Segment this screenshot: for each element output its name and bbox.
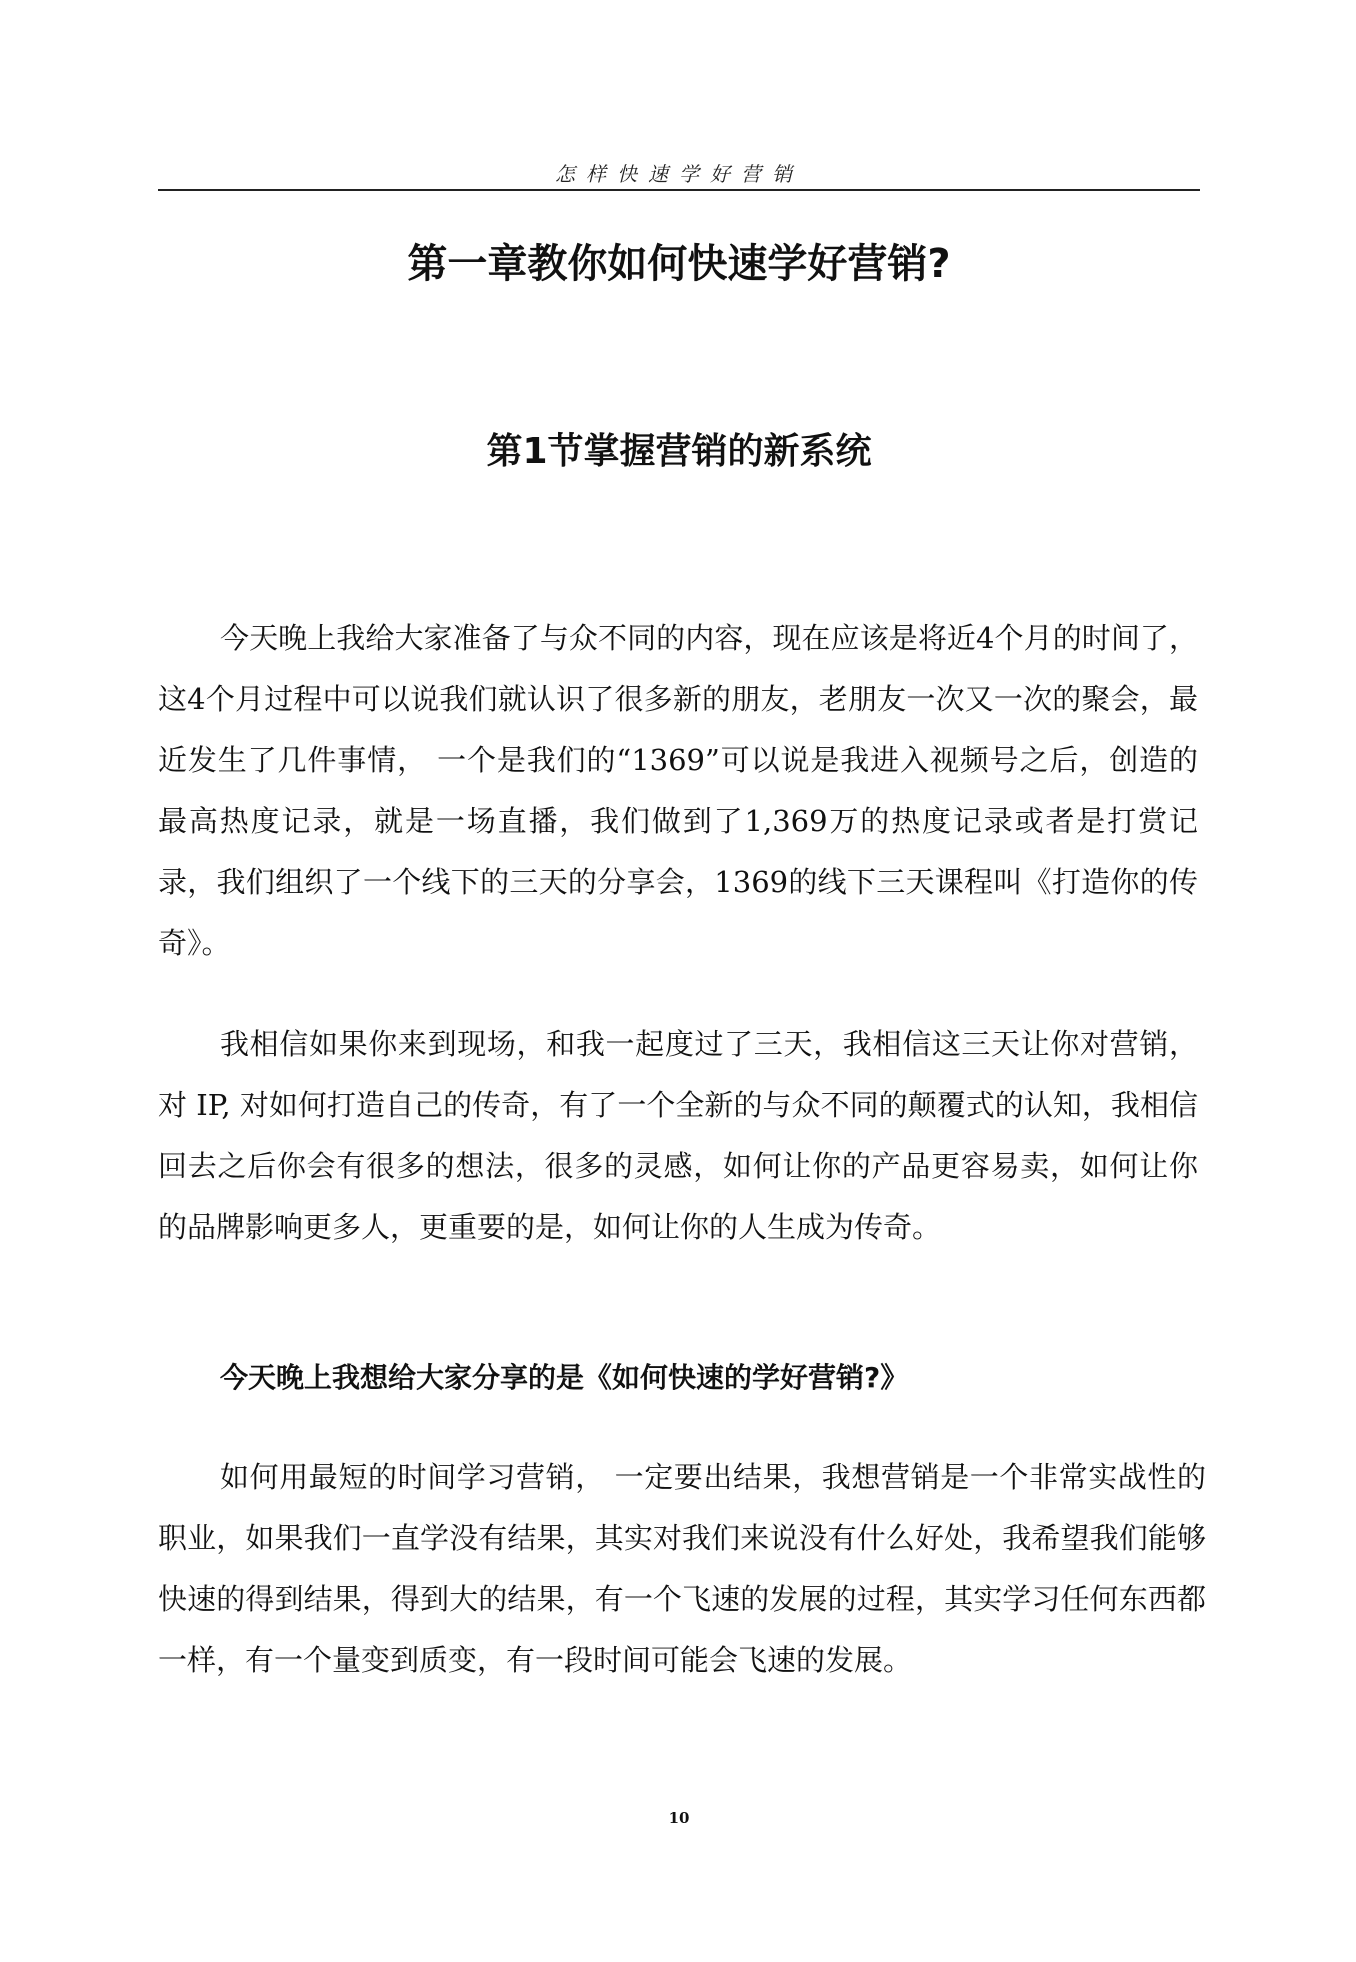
page-number: 10 (668, 1809, 690, 1827)
header-divider (158, 189, 1200, 191)
body-paragraph-2: 我相信如果你来到现场，和我一起度过了三天，我相信这三天让你对营销，对 IP, 对如何打造自己的传奇，有了一个全新的与众不同的颠覆式的认知，我相信回去之后你会有很多的想法，很多的灵感，如何让你的产品更容易卖，如何让你的品牌影响更多人，更重要的是，如何让你的人生成为传奇。 (158, 1027, 1198, 1244)
body-paragraph-3: 如何用最短的时间学习营销， 一定要出结果，我想营销是一个非常实战性的职业，如果我们一直学没有结果，其实对我们来说没有什么好处，我希望我们能够快速的得到结果，得到大的结果，有一个飞速的发展的过程，其实学习任何东西都一样，有一个量变到质变，有一段时间可能会飞速的发展。 (158, 1460, 1206, 1677)
chapter-title: 第一章教你如何快速学好营销? (407, 241, 951, 287)
body-paragraph-1: 今天晚上我给大家准备了与众不同的内容，现在应该是将近4个月的时间了，这4个月过程中可以说我们就认识了很多新的朋友，老朋友一次又一次的聚会，最近发生了几件事情， 一个是我们的“1369”可以说是我进入视频号之后，创造的最高热度记录，就是一场直播，我们做到了1,369万的热度记录或者是打赏记录，我们组织了一个线下的三天的分享会，1369的线下三天课程叫《打造你的传奇》。 (158, 621, 1198, 960)
section-title: 第1节掌握营销的新系统 (486, 431, 872, 472)
bold-subheading: 今天晚上我想给大家分享的是《如何快速的学好营销?》 (220, 1361, 909, 1394)
running-header-title: 怎样快速学好营销 (555, 162, 803, 186)
